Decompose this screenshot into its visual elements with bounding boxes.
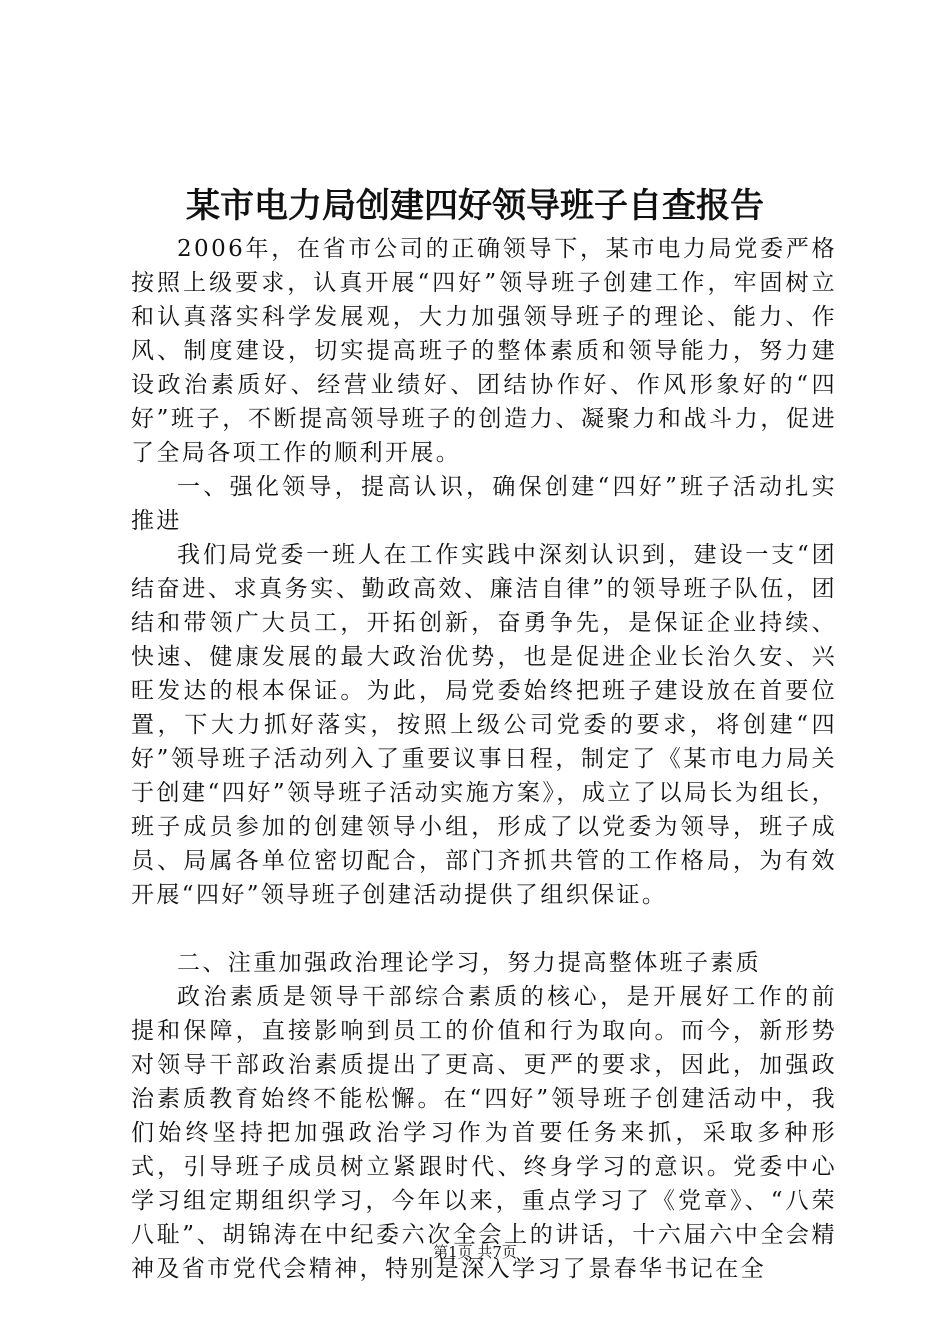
paragraph-spacer bbox=[131, 912, 837, 946]
intro-paragraph: 2006年，在省市公司的正确领导下，某市电力局党委严格按照上级要求，认真开展“四好”领导班子创建工作，牢固树立和认真落实科学发展观，大力加强领导班子的理论、能力、作风、制度建设，切实提高班子的整体素质和领导能力，努力建设政治素质好、经营业绩好、团结协作好、作风形象好的“四好”班子，不断提高领导班子的创造力、凝聚力和战斗力，促进了全局各项工作的顺利开展。 bbox=[131, 236, 837, 466]
section-heading-2: 二、注重加强政治理论学习，努力提高整体班子素质 bbox=[177, 950, 762, 976]
document-body bbox=[131, 232, 837, 1286]
document-title: 某市电力局创建四好领导班子自查报告 bbox=[186, 186, 764, 226]
section-2-paragraph: 政治素质是领导干部综合素质的核心，是开展好工作的前提和保障，直接影响到员工的价值和行为取向。而今，新形势对领导干部政治素质提出了更高、更严的要求，因此，加强政治素质教育始终不能松懈。在“四好”领导班子创建活动中，我们始终坚持把加强政治学习作为首要任务来抓，采取多种形式，引导班子成员树立紧跟时代、终身学习的意识。党委中心学习组定期组织学习，今年以来，重点学习了《党章》、“八荣八耻”、胡锦涛在中纪委六次全会上的讲话，十六届六中全会精神及省市党代会精神，特别是深入学习了景春华书记在全 bbox=[131, 984, 837, 1282]
section-heading-1: 一、强化领导，提高认识，确保创建“四好”班子活动扎实推进 bbox=[131, 474, 837, 534]
section-1-paragraph: 我们局党委一班人在工作实践中深刻认识到，建设一支“团结奋进、求真务实、勤政高效、廉洁自律”的领导班子队伍，团结和带领广大员工，开拓创新，奋勇争先，是保证企业持续、快速、健康发展的最大政治优势，也是促进企业长治久安、兴旺发达的根本保证。为此，局党委始终把班子建设放在首要位置，下大力抓好落实，按照上级公司党委的要求，将创建“四好”领导班子活动列入了重要议事日程，制定了《某市电力局关于创建“四好”领导班子活动实施方案》，成立了以局长为组长，班子成员参加的创建领导小组，形成了以党委为领导，班子成员、局属各单位密切配合，部门齐抓共管的工作格局，为有效开展“四好”领导班子创建活动提供了组织保证。 bbox=[131, 542, 837, 908]
page-footer: 第1页 共7页 bbox=[433, 1243, 517, 1261]
